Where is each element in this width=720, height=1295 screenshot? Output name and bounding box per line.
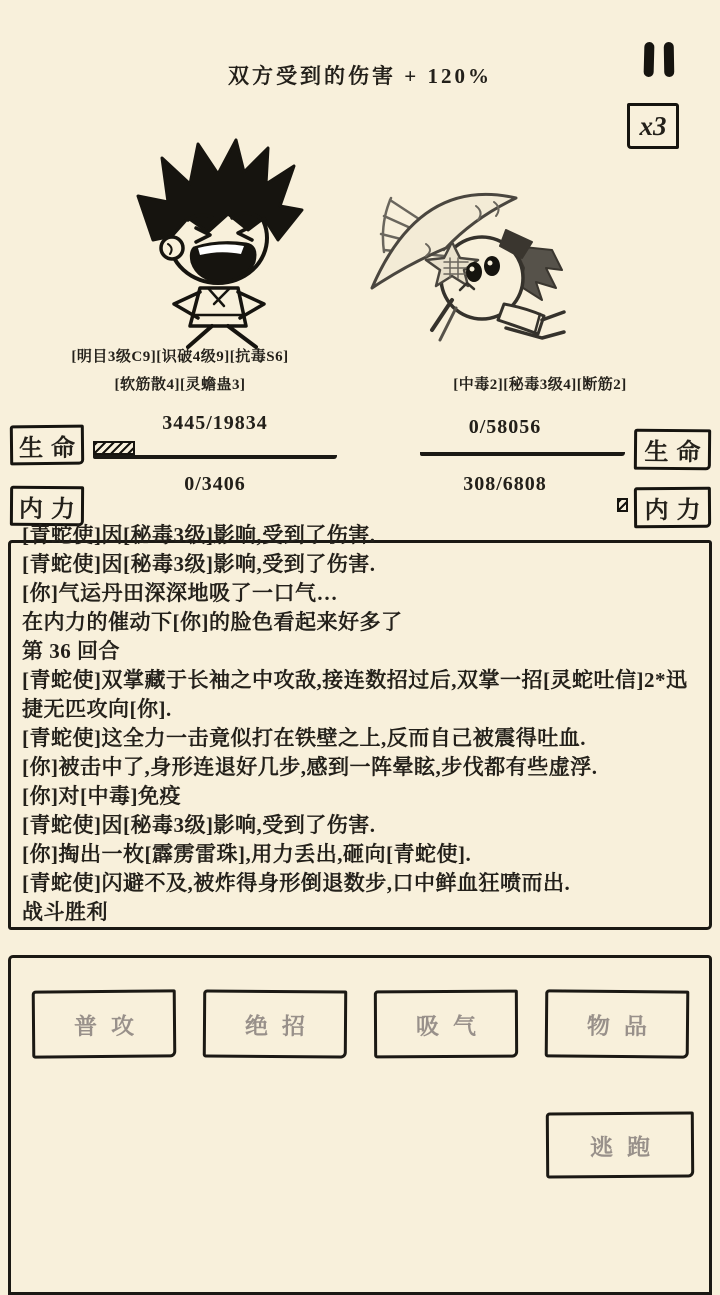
enemy-hp-label: 生命 <box>634 429 711 471</box>
battle-log-line: [青蛇使]因[秘毒3级]影响,受到了伤害. <box>22 552 376 576</box>
player-hp-bar-fill <box>93 441 135 455</box>
enemy-mp-bar <box>383 498 628 516</box>
battle-speed-button[interactable]: x3 <box>627 103 679 149</box>
enemy-mp-bar-fill <box>617 498 628 512</box>
battle-log-line: [青蛇使]闪避不及,被炸得身形倒退数步,口中鲜血狂喷而出. <box>22 871 571 895</box>
player-figure-illustration <box>128 138 310 350</box>
inhale-button[interactable]: 吸气 <box>374 990 518 1059</box>
player-buffs-row-2: [软筋散4][灵蟾蛊3] <box>114 377 246 393</box>
pause-bar-right <box>664 42 675 77</box>
battle-log-line: 在内力的催动下[你]的脸色看起来好多了 <box>22 610 403 634</box>
flee-button[interactable]: 逃跑 <box>546 1111 694 1178</box>
battle-log-line: [青蛇使]这全力一击竟似打在铁壁之上,反而自己被震得吐血. <box>22 726 586 750</box>
normal-attack-button[interactable]: 普攻 <box>32 989 177 1058</box>
battle-log-line: 战斗胜利 <box>22 900 108 924</box>
battle-log[interactable] <box>8 523 712 930</box>
battle-log-line: [你]被击中了,身形连退好几步,感到一阵晕眩,步伐都有些虚浮. <box>22 755 598 779</box>
battle-log-line-clipped: [青蛇使]因[秘毒3级]影响,受到了伤害. <box>22 523 376 547</box>
player-hp-bar <box>93 441 337 459</box>
battle-log-line: [青蛇使]因[秘毒3级]影响,受到了伤害. <box>22 813 376 837</box>
player-mp-value: 0/3406 <box>184 473 246 495</box>
pause-icon[interactable] <box>644 42 674 77</box>
enemy-hp-bar <box>420 438 625 456</box>
battle-modifier-title: 双方受到的伤害 + 120% <box>228 64 492 88</box>
enemy-hp-value: 0/58056 <box>468 416 542 438</box>
battle-log-line: [你]掏出一枚[霹雳雷珠],用力丢出,砸向[青蛇使]. <box>22 842 472 866</box>
enemy-mp-label: 内力 <box>634 487 711 529</box>
player-hp-value: 3445/19834 <box>162 412 268 434</box>
player-mp-label: 内力 <box>10 486 84 527</box>
pause-bar-left <box>644 42 655 77</box>
action-panel <box>8 955 712 1295</box>
enemy-buffs-row: [中毒2][秘毒3级4][断筋2] <box>453 377 627 393</box>
battle-log-line: [你]气运丹田深深地吸了一口气… <box>22 581 338 605</box>
player-buffs-row-1: [明目3级C9][识破4级9][抗毒S6] <box>71 349 289 365</box>
special-move-button[interactable]: 绝招 <box>203 989 347 1058</box>
battle-log-line: 第 36 回合 <box>22 639 120 663</box>
enemy-mp-value: 308/6808 <box>463 473 547 495</box>
player-mp-bar <box>93 499 337 517</box>
player-hp-label: 生命 <box>10 425 84 466</box>
items-button[interactable]: 物品 <box>545 989 690 1058</box>
enemy-figure-illustration <box>356 158 568 350</box>
battle-log-line: [青蛇使]双掌藏于长袖之中攻敌,接连数招过后,双掌一招[灵蛇吐信]2*迅捷无匹攻向[你]. <box>22 668 688 721</box>
battle-log-line: [你]对[中毒]免疫 <box>22 784 181 808</box>
